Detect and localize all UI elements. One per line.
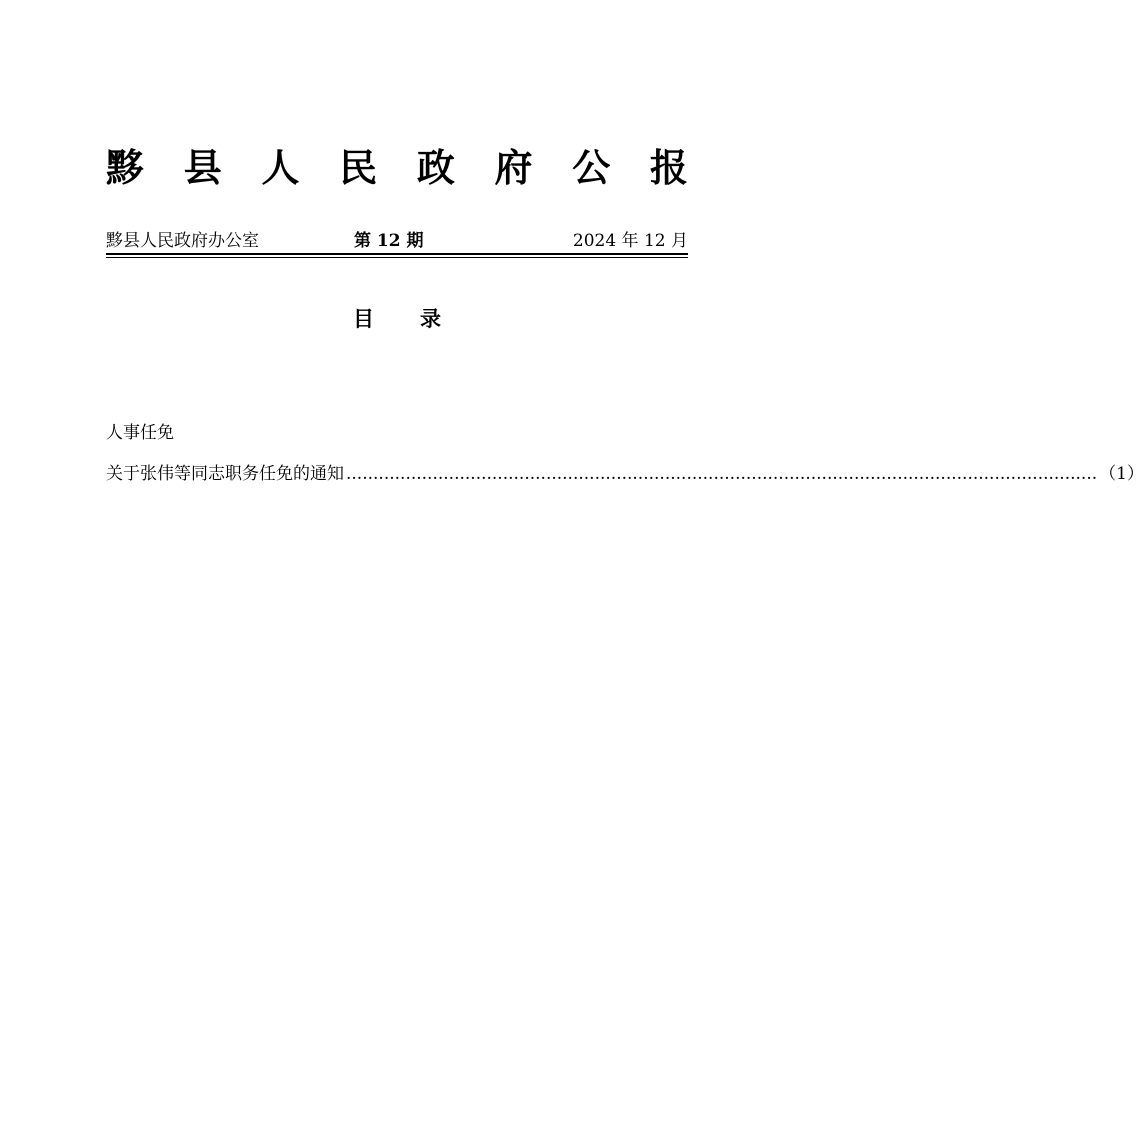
toc-page-number: （1） (1099, 464, 1144, 484)
issue-date: 2024 年 12 月 (572, 231, 688, 251)
toc-section-title: 人事任免 (106, 423, 174, 443)
masthead-char: 人 (261, 145, 300, 190)
header-rule-thin (106, 257, 688, 258)
masthead-title (106, 140, 688, 196)
header-rule-thick (106, 253, 688, 255)
masthead-char: 民 (339, 145, 378, 190)
masthead-char: 府 (494, 145, 533, 190)
toc-heading: 目录 (353, 307, 487, 331)
toc-entry-title[interactable]: 关于张伟等同志职务任免的通知 (106, 464, 344, 484)
masthead-char: 政 (416, 145, 455, 190)
toc-dot-leader: ........................................................................................................................................... (346, 464, 1098, 484)
toc-entry[interactable] (106, 461, 1144, 487)
masthead-char: 县 (183, 145, 222, 190)
masthead-char: 公 (572, 145, 611, 190)
publisher-name: 黟县人民政府办公室 (106, 231, 259, 251)
issue-number: 第 12 期 (354, 231, 424, 251)
masthead-char: 报 (649, 145, 688, 190)
issue-line (106, 229, 688, 253)
masthead-char: 黟 (106, 145, 145, 190)
